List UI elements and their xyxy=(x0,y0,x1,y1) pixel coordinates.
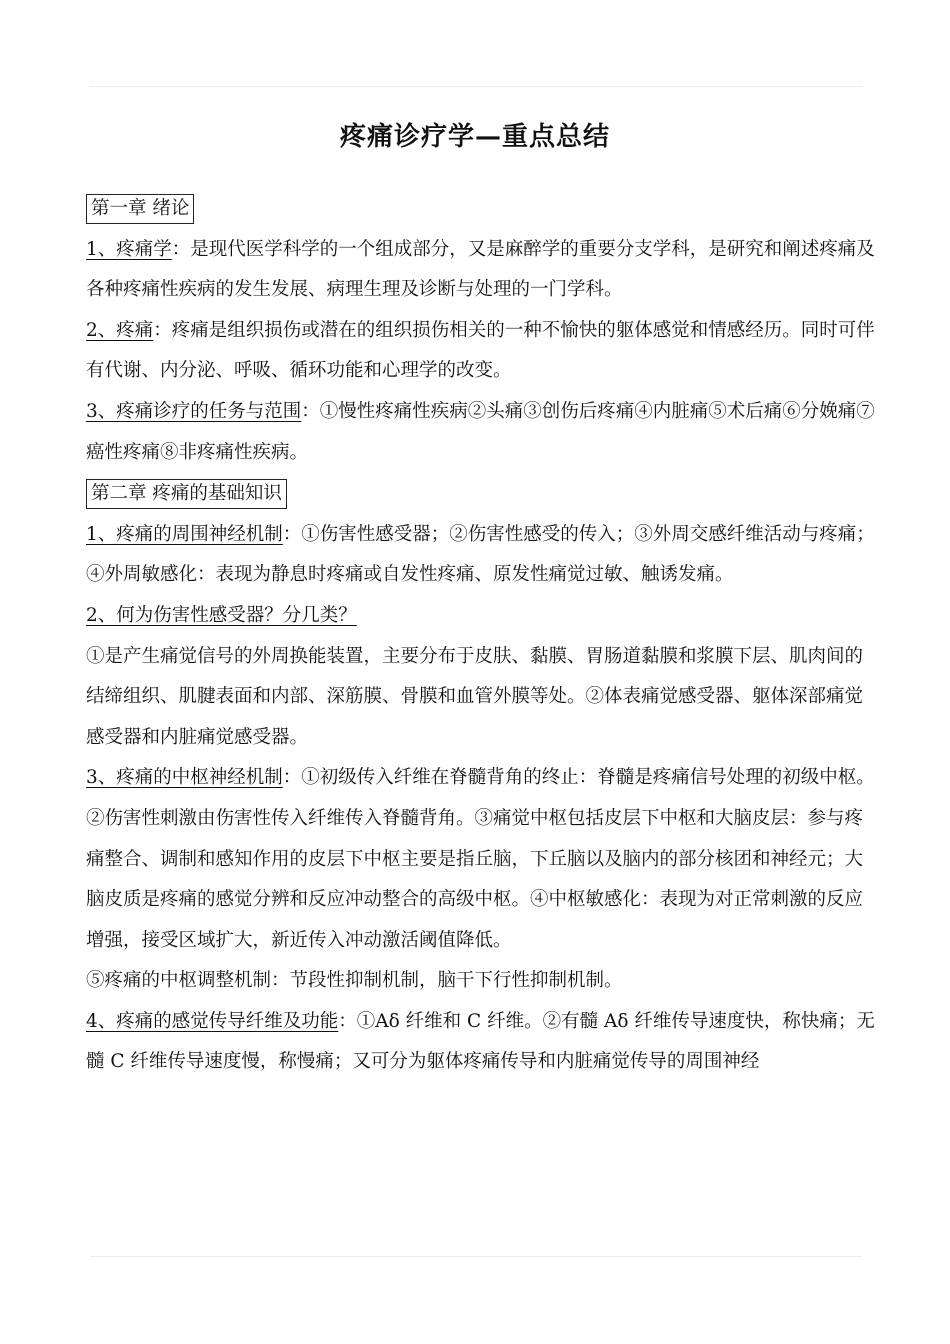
document-body xyxy=(86,188,876,1083)
paragraph xyxy=(86,515,876,596)
paragraph-text: ：①Aδ 纤维和 C 纤维。②有髓 Aδ 纤维传导速度快，称快痛；无髓 C 纤维传导速度慢，称慢痛；又可分为躯体疼痛传导和内脏痛觉传导的周围神经 xyxy=(86,1010,875,1073)
paragraph-text: ①是产生痛觉信号的外周换能装置，主要分布于皮肤、黏膜、胃肠道黏膜和浆膜下层、肌肉间的结缔组织、肌腱表面和内部、深筋膜、骨膜和血管外膜等处。②体表痛觉感受器、躯体深部痛觉感受器和内脏痛觉感受器。 xyxy=(86,645,864,748)
paragraph xyxy=(86,230,876,311)
paragraph xyxy=(86,1002,876,1083)
term-label: 3、疼痛的中枢神经机制 xyxy=(86,767,283,789)
term-label: 3、疼痛诊疗的任务与范围 xyxy=(86,400,302,422)
paragraph-text: ：疼痛是组织损伤或潜在的组织损伤相关的一种不愉快的躯体感觉和情感经历。同时可伴有代谢、内分泌、呼吸、循环功能和心理学的改变。 xyxy=(86,319,875,382)
term-label: 1、疼痛学 xyxy=(86,238,172,260)
paragraph xyxy=(86,758,876,961)
paragraph-text: ：①初级传入纤维在脊髓背角的终止：脊髓是疼痛信号处理的初级中枢。②伤害性刺激由伤害性传入纤维传入脊髓背角。③痛觉中枢包括皮层下中枢和大脑皮层：参与疼痛整合、调制和感知作用的皮层下中枢主要是指丘脑，下丘脑以及脑内的部分核团和神经元；大脑皮质是疼痛的感觉分辨和反应冲动整合的高级中枢。④中枢敏感化：表现为对正常刺激的反应增强，接受区域扩大，新近传入冲动激活阈值降低。 xyxy=(86,767,875,951)
term-label: 1、疼痛的周围神经机制 xyxy=(86,523,283,545)
term-label: 2、疼痛 xyxy=(86,319,154,341)
term-label: 4、疼痛的感觉传导纤维及功能 xyxy=(86,1010,339,1032)
page-title: 疼痛诊疗学—重点总结 xyxy=(339,122,610,152)
chapter-heading-1: 第一章 绪论 xyxy=(86,194,194,224)
chapter-heading-2: 第二章 疼痛的基础知识 xyxy=(86,479,287,509)
paragraph-text: ：是现代医学科学的一个组成部分，又是麻醉学的重要分支学科，是研究和阐述疼痛及各种疼痛性疾病的发生发展、病理生理及诊断与处理的一门学科。 xyxy=(86,238,875,301)
paragraph-text: ：①伤害性感受器；②伤害性感受的传入；③外周交感纤维活动与疼痛；④外周敏感化：表现为静息时疼痛或自发性疼痛、原发性痛觉过敏、触诱发痛。 xyxy=(86,523,875,586)
question-label: 2、何为伤害性感受器？分几类？ xyxy=(86,604,357,626)
paragraph-text: ：①慢性疼痛性疾病②头痛③创伤后疼痛④内脏痛⑤术后痛⑥分娩痛⑦癌性疼痛⑧非疼痛性疾病。 xyxy=(86,400,875,463)
paragraph-text: ⑤疼痛的中枢调整机制：节段性抑制机制，脑干下行性抑制机制。 xyxy=(86,970,623,992)
paragraph xyxy=(86,961,876,1002)
paragraph xyxy=(86,392,876,473)
bottom-rule xyxy=(90,1256,862,1257)
paragraph xyxy=(86,596,876,637)
paragraph xyxy=(86,637,876,759)
top-rule xyxy=(90,86,862,87)
paragraph xyxy=(86,311,876,392)
